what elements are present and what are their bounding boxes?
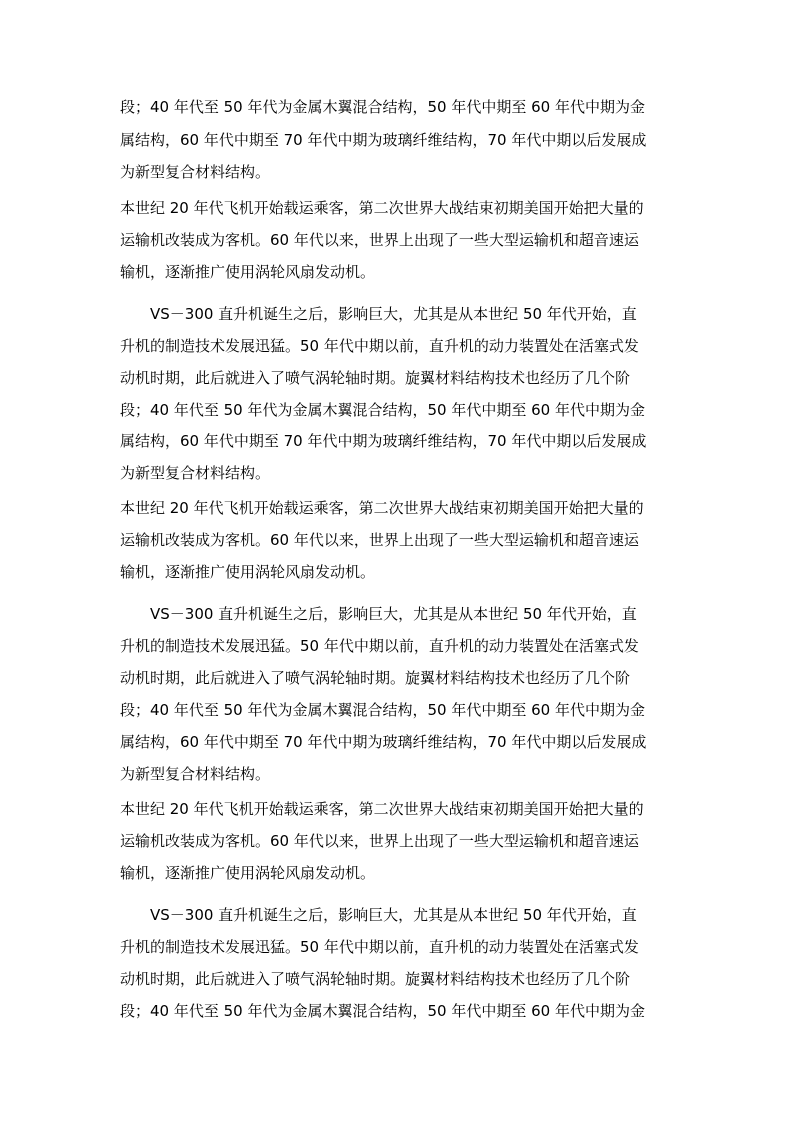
text-line: 段；40 年代至 50 年代为金属木翼混合结构，50 年代中期至 60 年代中期为金: [120, 98, 645, 116]
text-line: VS－300 直升机诞生之后，影响巨大，尤其是从本世纪 50 年代开始，直: [150, 305, 637, 323]
text-line: 升机的制造技术发展迅猛。50 年代中期以前，直升机的动力装置处在活塞式发: [120, 337, 639, 355]
text-line: VS－300 直升机诞生之后，影响巨大，尤其是从本世纪 50 年代开始，直: [150, 906, 637, 924]
text-line: VS－300 直升机诞生之后，影响巨大，尤其是从本世纪 50 年代开始，直: [150, 605, 637, 623]
text-line: 段；40 年代至 50 年代为金属木翼混合结构，50 年代中期至 60 年代中期为金: [120, 1002, 645, 1020]
text-line: 为新型复合材料结构。: [120, 765, 271, 783]
text-line: 升机的制造技术发展迅猛。50 年代中期以前，直升机的动力装置处在活塞式发: [120, 938, 639, 956]
text-line: 运输机改装成为客机。60 年代以来，世界上出现了一些大型运输机和超音速运: [120, 231, 639, 249]
text-line: 属结构，60 年代中期至 70 年代中期为玻璃纤维结构，70 年代中期以后发展成: [120, 733, 647, 751]
text-line: 属结构，60 年代中期至 70 年代中期为玻璃纤维结构，70 年代中期以后发展成: [120, 432, 647, 450]
text-line: 本世纪 20 年代飞机开始载运乘客，第二次世界大战结束初期美国开始把大量的: [120, 199, 644, 217]
text-line: 段；40 年代至 50 年代为金属木翼混合结构，50 年代中期至 60 年代中期为金: [120, 701, 645, 719]
text-line: 属结构，60 年代中期至 70 年代中期为玻璃纤维结构，70 年代中期以后发展成: [120, 131, 647, 149]
text-line: 本世纪 20 年代飞机开始载运乘客，第二次世界大战结束初期美国开始把大量的: [120, 499, 644, 517]
text-line: 输机，逐渐推广使用涡轮风扇发动机。: [120, 864, 376, 882]
text-line: 输机，逐渐推广使用涡轮风扇发动机。: [120, 263, 376, 281]
text-line: 动机时期，此后就进入了喷气涡轮轴时期。旋翼材料结构技术也经历了几个阶: [120, 970, 631, 988]
text-line: 运输机改装成为客机。60 年代以来，世界上出现了一些大型运输机和超音速运: [120, 832, 639, 850]
text-line: 输机，逐渐推广使用涡轮风扇发动机。: [120, 563, 376, 581]
text-line: 运输机改装成为客机。60 年代以来，世界上出现了一些大型运输机和超音速运: [120, 531, 639, 549]
text-line: 升机的制造技术发展迅猛。50 年代中期以前，直升机的动力装置处在活塞式发: [120, 637, 639, 655]
text-line: 为新型复合材料结构。: [120, 163, 271, 181]
text-line: 为新型复合材料结构。: [120, 464, 271, 482]
text-line: 动机时期，此后就进入了喷气涡轮轴时期。旋翼材料结构技术也经历了几个阶: [120, 669, 631, 687]
text-line: 段；40 年代至 50 年代为金属木翼混合结构，50 年代中期至 60 年代中期为金: [120, 401, 645, 419]
text-line: 本世纪 20 年代飞机开始载运乘客，第二次世界大战结束初期美国开始把大量的: [120, 800, 644, 818]
text-line: 动机时期，此后就进入了喷气涡轮轴时期。旋翼材料结构技术也经历了几个阶: [120, 369, 631, 387]
